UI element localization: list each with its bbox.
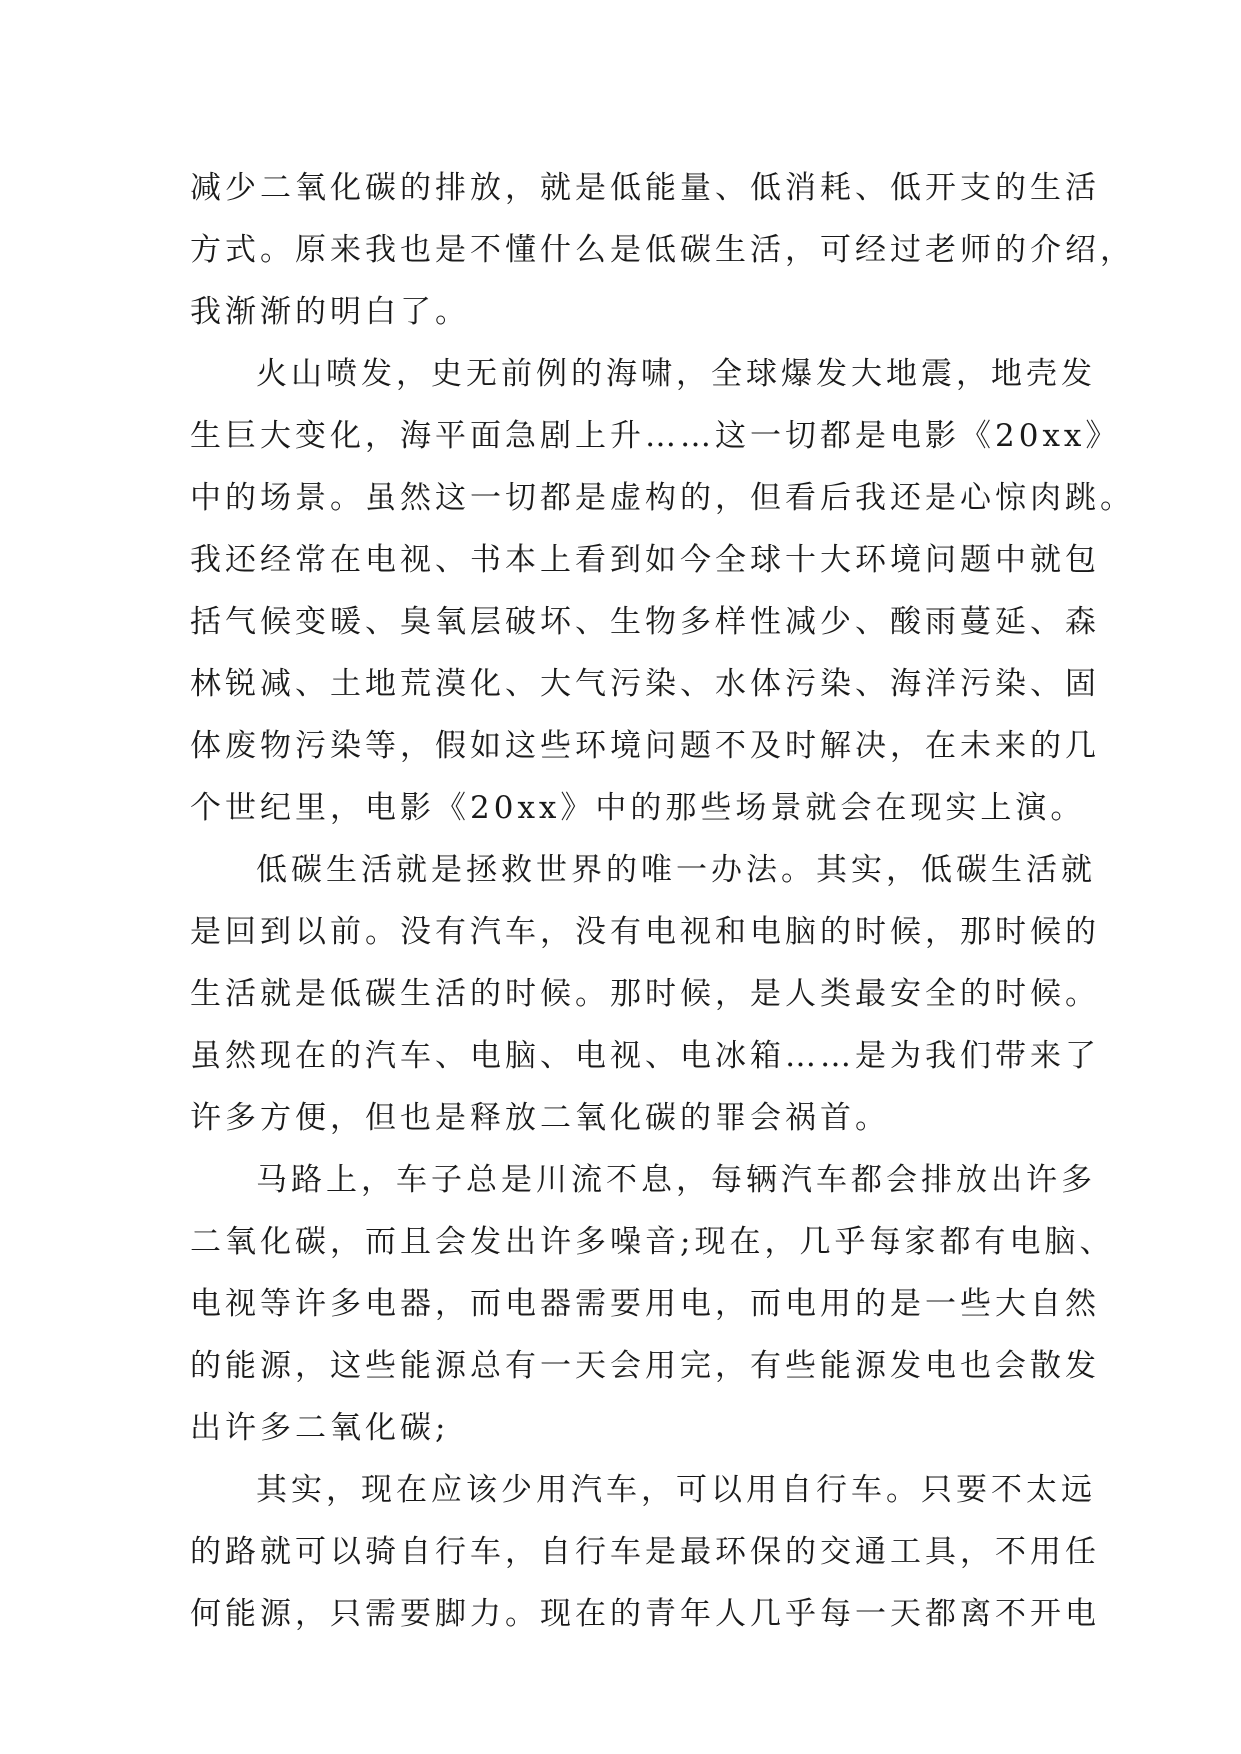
text-line: 的路就可以骑自行车，自行车是最环保的交通工具，不用任 bbox=[190, 1534, 1100, 1570]
text-line: 虽然现在的汽车、电脑、电视、电冰箱……是为我们带来了 bbox=[190, 1038, 1100, 1074]
text-line: 的能源，这些能源总有一天会用完，有些能源发电也会散发 bbox=[190, 1348, 1100, 1384]
paragraph-2 bbox=[190, 343, 1135, 839]
text-line: 电视等许多电器，而电器需要用电，而电用的是一些大自然 bbox=[190, 1286, 1100, 1322]
text-line: 低碳生活就是拯救世界的唯一办法。其实，低碳生活就 bbox=[256, 852, 1096, 888]
text-line: 减少二氧化碳的排放，就是低能量、低消耗、低开支的生活 bbox=[190, 170, 1100, 206]
text-line: 二氧化碳，而且会发出许多噪音;现在，几乎每家都有电脑、 bbox=[190, 1224, 1115, 1260]
text-line: 个世纪里，电影《20xx》中的那些场景就会在现实上演。 bbox=[190, 790, 1086, 826]
text-line: 是回到以前。没有汽车，没有电视和电脑的时候，那时候的 bbox=[190, 914, 1100, 950]
text-line: 生活就是低碳生活的时候。那时候，是人类最安全的时候。 bbox=[190, 976, 1100, 1012]
paragraph-4 bbox=[190, 1149, 1115, 1459]
text-line: 体废物污染等，假如这些环境问题不及时解决，在未来的几 bbox=[190, 728, 1100, 764]
text-line: 许多方便，但也是释放二氧化碳的罪会祸首。 bbox=[190, 1100, 890, 1136]
paragraph-5 bbox=[190, 1459, 1100, 1645]
text-line: 出许多二氧化碳; bbox=[190, 1410, 450, 1446]
text-line: 林锐减、土地荒漠化、大气污染、水体污染、海洋污染、固 bbox=[190, 666, 1100, 702]
text-line: 马路上，车子总是川流不息，每辆汽车都会排放出许多 bbox=[256, 1162, 1096, 1198]
text-line: 括气候变暖、臭氧层破坏、生物多样性减少、酸雨蔓延、森 bbox=[190, 604, 1100, 640]
text-line: 何能源，只需要脚力。现在的青年人几乎每一天都离不开电 bbox=[190, 1596, 1100, 1632]
text-line: 火山喷发，史无前例的海啸，全球爆发大地震，地壳发 bbox=[256, 356, 1096, 392]
text-line: 其实，现在应该少用汽车，可以用自行车。只要不太远 bbox=[256, 1472, 1096, 1508]
text-line: 我渐渐的明白了。 bbox=[190, 294, 470, 330]
paragraph-3 bbox=[190, 839, 1100, 1149]
body-text bbox=[190, 157, 1135, 1645]
text-line: 我还经常在电视、书本上看到如今全球十大环境问题中就包 bbox=[190, 542, 1100, 578]
text-line: 生巨大变化，海平面急剧上升……这一切都是电影《20xx》 bbox=[190, 418, 1121, 454]
paragraph-1 bbox=[190, 157, 1135, 343]
text-line: 中的场景。虽然这一切都是虚构的，但看后我还是心惊肉跳。 bbox=[190, 480, 1135, 516]
text-line: 方式。原来我也是不懂什么是低碳生活，可经过老师的介绍， bbox=[190, 232, 1135, 268]
